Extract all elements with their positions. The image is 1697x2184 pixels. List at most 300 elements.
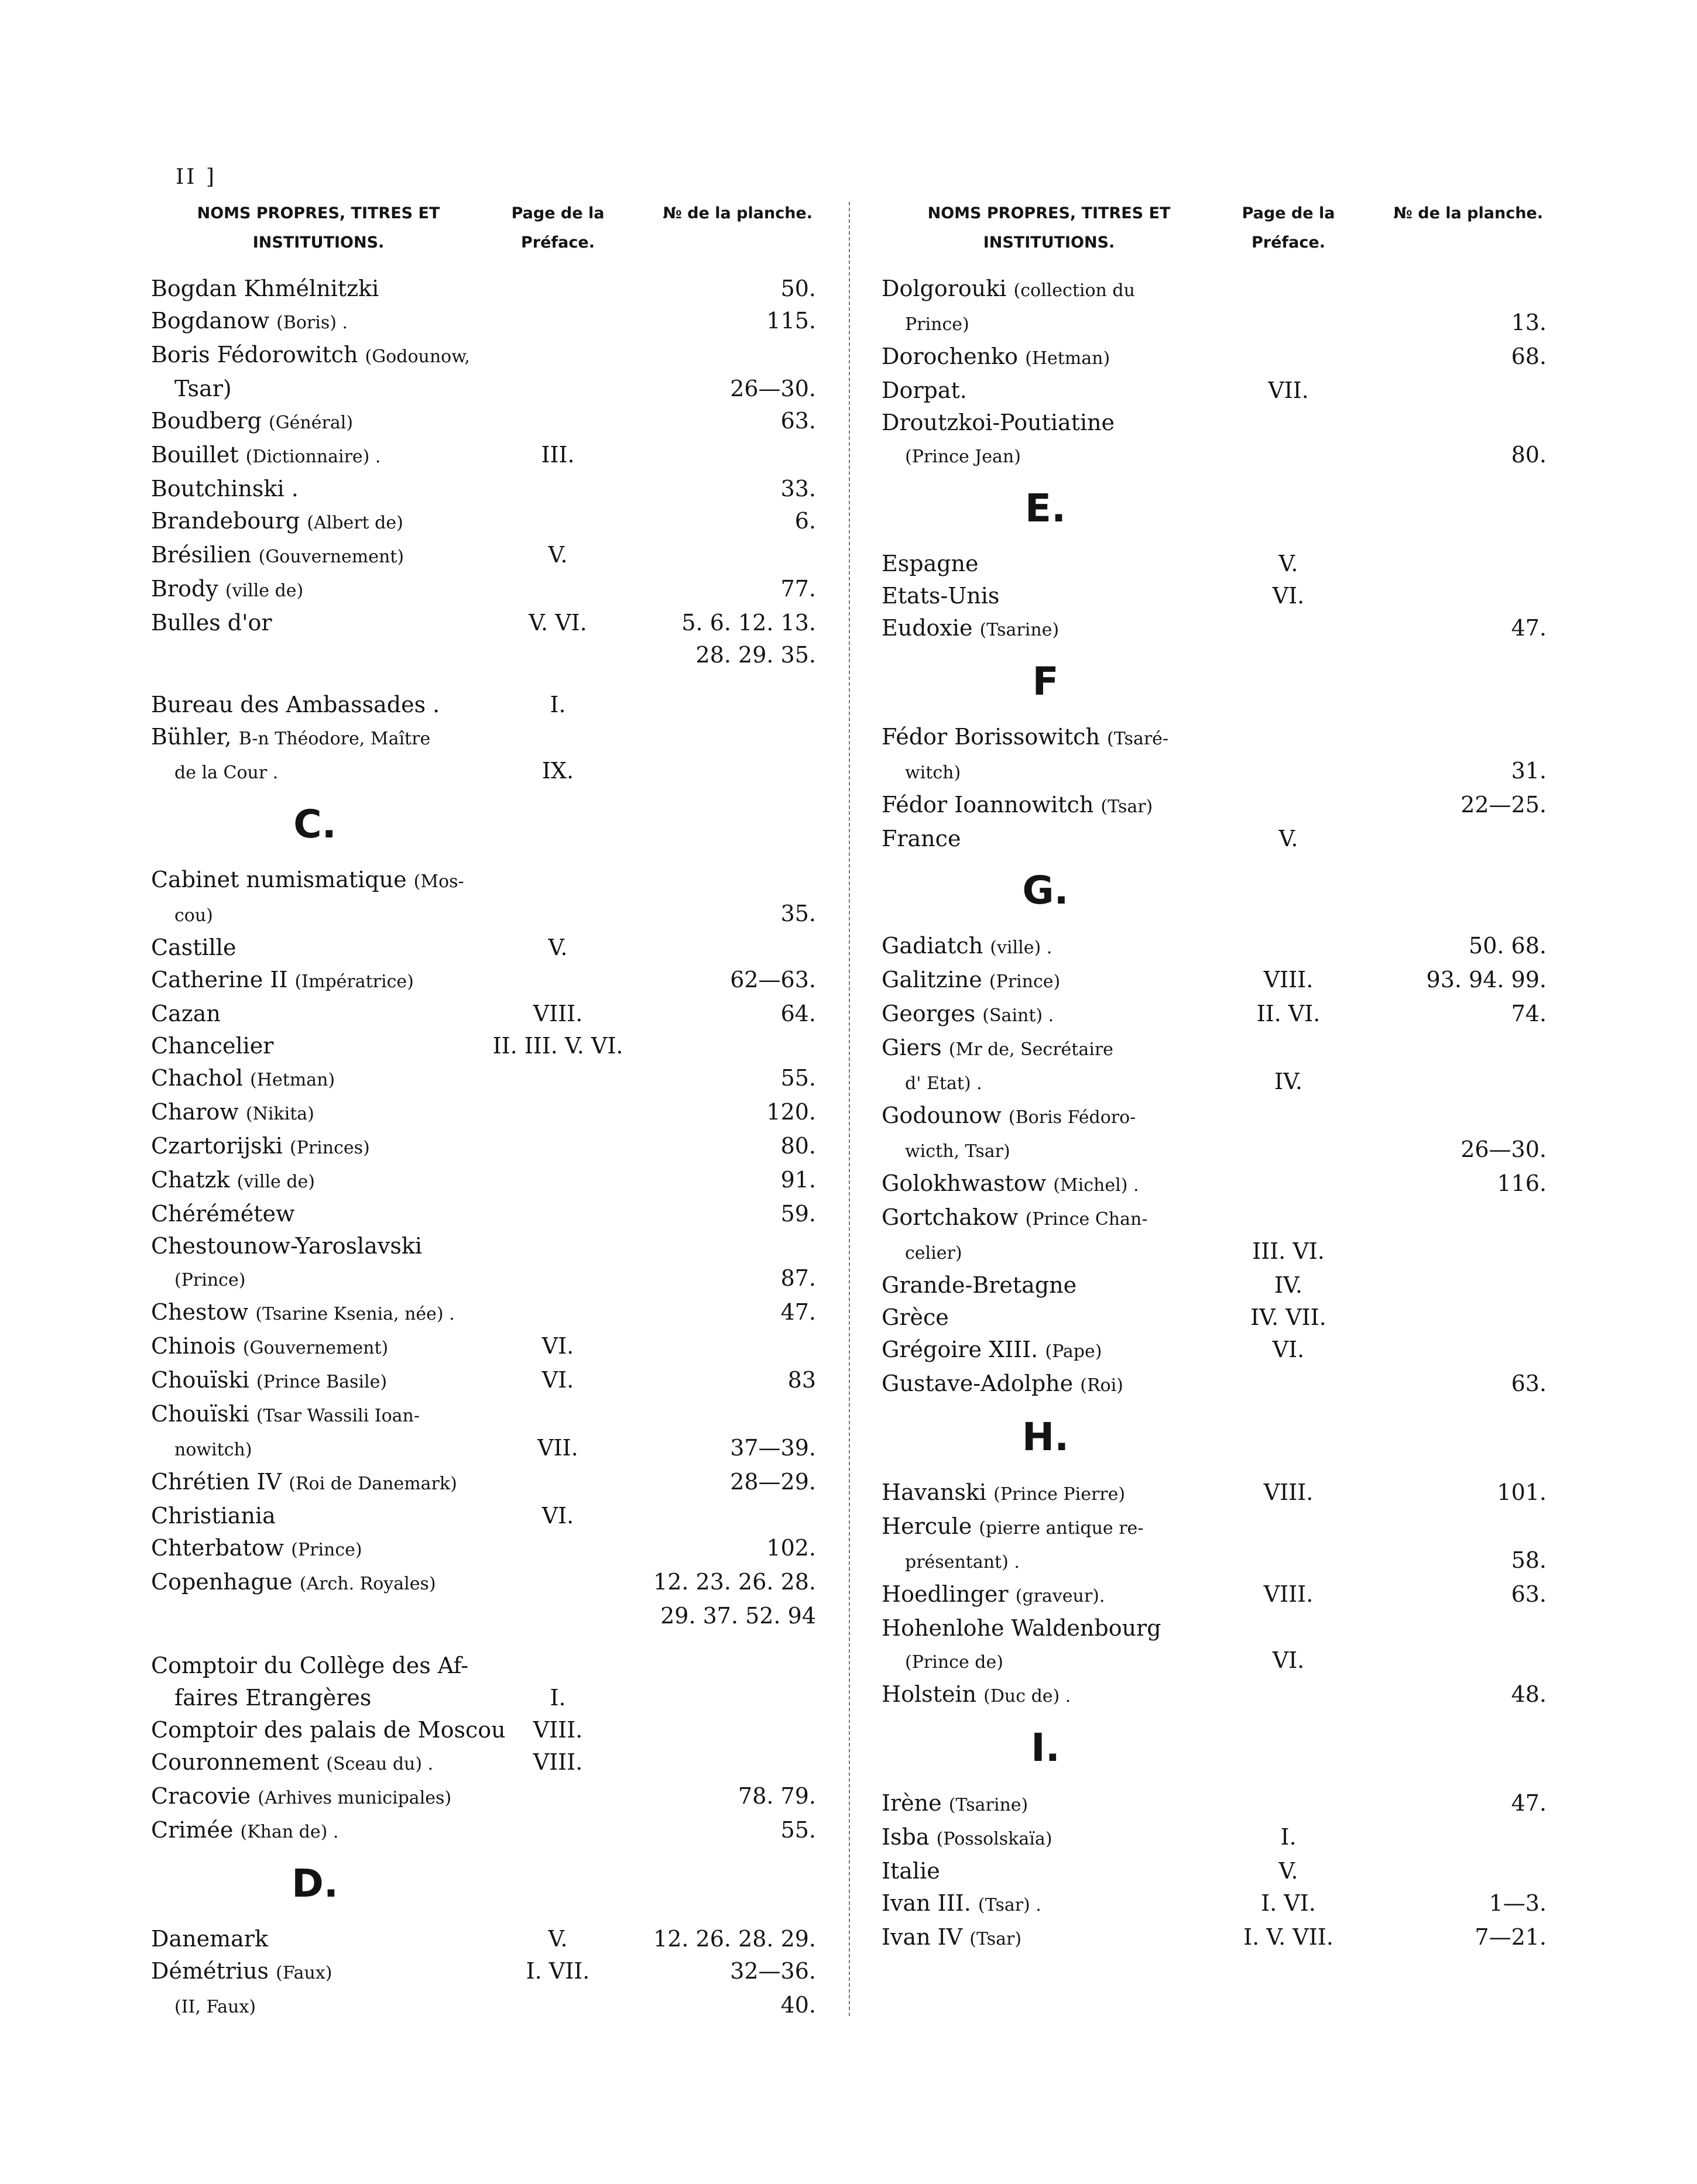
- entry-plate-number: 7—21.: [1475, 1924, 1547, 1950]
- entry-plate-number: 1—3.: [1489, 1890, 1547, 1916]
- entry-plate-number: 47.: [780, 1299, 816, 1325]
- entry-title: Chestow: [151, 1299, 249, 1325]
- entry-preface-page: VI.: [541, 1503, 574, 1529]
- entry-title: Chouïski: [151, 1367, 249, 1393]
- entry-plate-number: [637, 721, 818, 755]
- entry-name: [151, 721, 479, 755]
- entry-name: [882, 789, 1209, 823]
- entry-qualifier: (Pape): [1045, 1341, 1102, 1362]
- entry-name: [151, 1096, 479, 1130]
- entry-plate-number: [637, 1330, 818, 1364]
- entry-name: [151, 898, 479, 932]
- entry-qualifier: (Impératrice): [294, 971, 414, 992]
- entry-plate-number: [637, 932, 818, 964]
- entry-name: [151, 305, 479, 339]
- entry-qualifier: (Prince Pierre): [993, 1484, 1126, 1505]
- entry-preface-page: [479, 1989, 637, 2023]
- entry-title: Grégoire XIII.: [882, 1337, 1038, 1362]
- entry-qualifier: (Arhives municipales): [258, 1788, 452, 1808]
- entry-preface-page: [479, 1130, 637, 1164]
- index-entry: [882, 1201, 1549, 1235]
- entry-preface-page: V.: [548, 935, 568, 960]
- entry-name: [882, 1544, 1209, 1578]
- entry-qualifier: (Boris Fédoro-: [1008, 1107, 1136, 1128]
- index-entry: [882, 1887, 1549, 1921]
- entry-plate-number: [1367, 823, 1549, 855]
- entry-name: [151, 1600, 479, 1632]
- index-entry: [882, 1269, 1549, 1302]
- page-number: II ]: [176, 165, 217, 189]
- index-entry-continuation: [882, 1644, 1549, 1678]
- entry-preface-page: [1209, 1201, 1367, 1235]
- header-page: Page de la Préface.: [1242, 204, 1335, 252]
- entry-title: Démétrius: [151, 1958, 269, 1984]
- entry-qualifier: (Tsar): [969, 1929, 1022, 1949]
- entry-plate-number: 101.: [1497, 1479, 1547, 1505]
- entry-name: [151, 1650, 479, 1682]
- entry-plate-number: 115.: [766, 308, 816, 334]
- entry-name: [151, 339, 479, 373]
- entry-preface-page: [479, 339, 637, 373]
- right-column: [882, 199, 1549, 1955]
- entry-preface-page: [1209, 930, 1367, 964]
- index-entry: [882, 1612, 1549, 1644]
- entry-preface-page: I. VII.: [526, 1958, 590, 1984]
- entry-name: [882, 1476, 1209, 1510]
- entry-plate-number: 74.: [1511, 1001, 1547, 1026]
- section-letter: H.: [1021, 1414, 1069, 1460]
- entry-preface-page: [1209, 1678, 1367, 1712]
- entry-plate-number: 12. 23. 26. 28.: [653, 1569, 816, 1595]
- index-entry-continuation: [151, 639, 818, 671]
- entry-qualifier: (Dictionnaire) .: [245, 447, 381, 467]
- entry-name: [882, 580, 1209, 612]
- entry-qualifier: (Mr de, Secrétaire: [948, 1039, 1113, 1060]
- entry-qualifier: (Khan de) .: [240, 1822, 339, 1842]
- entry-plate-number: 37—39.: [730, 1435, 816, 1461]
- entry-qualifier: (Sceau du) .: [326, 1754, 434, 1774]
- entry-title: Italie: [882, 1858, 940, 1884]
- entry-qualifier: (Godounow,: [365, 346, 470, 367]
- index-entry: [882, 341, 1549, 375]
- entry-preface-page: [479, 1600, 637, 1632]
- entry-plate-number: 40.: [780, 1992, 816, 2018]
- entry-name: [151, 1432, 479, 1466]
- entry-preface-page: VI.: [1272, 1647, 1305, 1673]
- entry-name: [882, 1134, 1209, 1167]
- entry-qualifier: (ville de): [236, 1172, 316, 1192]
- entry-title: Bühler,: [151, 724, 232, 750]
- index-entry: [151, 1955, 818, 1989]
- index-entry: [151, 439, 818, 473]
- entry-title: Cracovie: [151, 1783, 251, 1809]
- entry-preface-page: [1209, 789, 1367, 823]
- entry-plate-number: [637, 689, 818, 721]
- index-entry: [151, 305, 818, 339]
- index-entry: [151, 1096, 818, 1130]
- entry-plate-number: 80.: [780, 1133, 816, 1159]
- index-entry: [882, 1368, 1549, 1402]
- entry-qualifier: (Tsarine): [948, 1795, 1029, 1815]
- entry-preface-page: [1209, 1510, 1367, 1544]
- entry-title: Charow: [151, 1099, 239, 1125]
- index-entry: [151, 607, 818, 639]
- entry-preface-page: [479, 721, 637, 755]
- entry-qualifier: (Michel) .: [1053, 1175, 1139, 1196]
- index-entry: [151, 864, 818, 898]
- entry-preface-page: I. V. VII.: [1243, 1924, 1333, 1950]
- entry-plate-number: 26—30.: [1461, 1136, 1547, 1162]
- header-names: NOMS PROPRES, TITRES ET INSTITUTIONS.: [927, 204, 1171, 252]
- entry-preface-page: III. VI.: [1252, 1238, 1325, 1264]
- entry-preface-page: [1209, 341, 1367, 375]
- index-entry: [151, 1062, 818, 1096]
- entry-plate-number: 31.: [1511, 758, 1547, 784]
- entry-plate-number: [1367, 1302, 1549, 1334]
- entry-plate-number: [1367, 273, 1549, 307]
- entry-qualifier: Prince): [905, 314, 969, 335]
- entry-preface-page: [479, 1296, 637, 1330]
- entry-preface-page: VIII.: [533, 1001, 583, 1026]
- entry-title: Cazan: [151, 1001, 221, 1026]
- entry-plate-number: 47.: [1511, 1790, 1547, 1816]
- entry-plate-number: [637, 1682, 818, 1714]
- entry-title: Hohenlohe Waldenbourg: [882, 1615, 1161, 1641]
- entry-preface-page: [1209, 407, 1367, 439]
- entry-name: [882, 439, 1209, 473]
- entry-name: [882, 1578, 1209, 1612]
- entry-plate-number: 33.: [780, 476, 816, 502]
- entry-name: [151, 1330, 479, 1364]
- entry-plate-number: [1367, 1644, 1549, 1678]
- entry-plate-number: 50.: [780, 276, 816, 301]
- entry-title: Bureau des Ambassades .: [151, 692, 440, 717]
- index-entry-continuation: [151, 1682, 818, 1714]
- index-entry: [151, 1746, 818, 1780]
- entry-plate-number: [1367, 407, 1549, 439]
- entry-plate-number: 26—30.: [730, 376, 816, 401]
- index-entry-continuation: [882, 439, 1549, 473]
- entry-preface-page: [479, 1096, 637, 1130]
- entry-preface-page: [479, 1466, 637, 1500]
- index-entry: [151, 1330, 818, 1364]
- entry-name: [151, 439, 479, 473]
- entry-name: [882, 1302, 1209, 1334]
- entry-plate-number: 59.: [780, 1201, 816, 1227]
- entry-qualifier: (Tsar): [1101, 796, 1153, 817]
- entry-title: Chachol: [151, 1065, 243, 1091]
- entry-title: Ivan IV: [882, 1924, 963, 1950]
- right-index-entries: [882, 273, 1549, 1955]
- entry-name: [882, 1787, 1209, 1821]
- entry-title: Boudberg: [151, 408, 262, 434]
- entry-name: [151, 1130, 479, 1164]
- column-divider: [849, 202, 850, 2016]
- entry-qualifier: (Général): [269, 413, 354, 433]
- entry-plate-number: 55.: [780, 1065, 816, 1091]
- entry-plate-number: [1367, 1032, 1549, 1066]
- entry-title: Christiania: [151, 1503, 276, 1529]
- entry-preface-page: V.: [1278, 826, 1298, 851]
- index-entry: [882, 1678, 1549, 1712]
- entry-qualifier: d' Etat) .: [905, 1073, 982, 1094]
- entry-name: [151, 1364, 479, 1398]
- entry-qualifier: (Hetman): [250, 1070, 335, 1090]
- entry-preface-page: [1209, 1032, 1367, 1066]
- entry-plate-number: [1367, 1100, 1549, 1134]
- entry-qualifier: (Mos-: [413, 871, 464, 892]
- entry-name: [151, 1500, 479, 1532]
- entry-name: [882, 1167, 1209, 1201]
- entry-plate-number: 77.: [780, 576, 816, 602]
- index-entry: [151, 273, 818, 305]
- entry-preface-page: VII.: [537, 1435, 578, 1461]
- entry-name: [151, 273, 479, 305]
- entry-title: Brody: [151, 576, 218, 602]
- index-entry: [151, 1198, 818, 1230]
- entry-name: [882, 930, 1209, 964]
- entry-qualifier: (Roi de Danemark): [289, 1474, 457, 1494]
- entry-name: [151, 1955, 479, 1989]
- entry-preface-page: I.: [1280, 1824, 1297, 1850]
- entry-plate-number: [1367, 1066, 1549, 1100]
- entry-plate-number: 83: [787, 1367, 816, 1393]
- entry-plate-number: 32—36.: [730, 1958, 816, 1984]
- entry-preface-page: VIII.: [533, 1749, 583, 1775]
- entry-name: [151, 1030, 479, 1062]
- entry-plate-number: 68.: [1511, 344, 1547, 369]
- header-plate: № de la planche.: [1393, 204, 1543, 222]
- index-entry: [882, 612, 1549, 646]
- entry-plate-number: [637, 864, 818, 898]
- entry-qualifier: (Gouvernement): [258, 547, 404, 567]
- entry-preface-page: V.: [548, 1926, 568, 1952]
- entry-preface-page: [479, 1814, 637, 1848]
- entry-name: [151, 932, 479, 964]
- entry-plate-number: 12. 26. 28. 29.: [653, 1926, 816, 1952]
- header-names: NOMS PROPRES, TITRES ET INSTITUTIONS.: [197, 204, 440, 252]
- entry-title: Chestounow-Yaroslavski: [151, 1233, 422, 1259]
- entry-name: [882, 1644, 1209, 1678]
- entry-qualifier: (ville de): [225, 581, 304, 601]
- index-entry: [882, 1921, 1549, 1955]
- index-entry: [882, 407, 1549, 439]
- entry-plate-number: 64.: [780, 1001, 816, 1026]
- entry-name: [882, 1235, 1209, 1269]
- index-entry: [151, 1398, 818, 1432]
- entry-preface-page: VIII.: [533, 1717, 583, 1743]
- index-entry-continuation: [151, 1989, 818, 2023]
- entry-name: [151, 1682, 479, 1714]
- section-letter: I.: [1031, 1725, 1060, 1770]
- entry-qualifier: (Prince): [291, 1540, 362, 1560]
- entry-preface-page: [479, 373, 637, 405]
- header-page: Page de la Préface.: [511, 204, 605, 252]
- entry-plate-number: 102.: [766, 1535, 816, 1561]
- entry-preface-page: [1209, 1134, 1367, 1167]
- entry-preface-page: [479, 273, 637, 305]
- entry-preface-page: VI.: [1272, 583, 1305, 609]
- entry-name: [882, 273, 1209, 307]
- entry-title: Castille: [151, 935, 236, 960]
- entry-title: Dolgorouki: [882, 276, 1007, 301]
- index-entry-continuation: [882, 1066, 1549, 1100]
- entry-preface-page: VII.: [1268, 377, 1309, 403]
- entry-name: [151, 689, 479, 721]
- entry-plate-number: [1367, 1855, 1549, 1887]
- entry-preface-page: V.: [1278, 551, 1298, 576]
- entry-preface-page: [1209, 1100, 1367, 1134]
- index-entry: [882, 1334, 1549, 1368]
- entry-preface-page: [1209, 1544, 1367, 1578]
- entry-title: Grande-Bretagne: [882, 1272, 1077, 1298]
- index-entry: [151, 473, 818, 505]
- entry-title: Dorochenko: [882, 344, 1019, 369]
- entry-name: [151, 755, 479, 789]
- entry-name: [882, 1334, 1209, 1368]
- entry-plate-number: 62—63.: [730, 967, 816, 993]
- entry-name: [151, 1746, 479, 1780]
- entry-name: [882, 998, 1209, 1032]
- index-entry-continuation: [151, 755, 818, 789]
- index-entry: [882, 998, 1549, 1032]
- entry-title: Irène: [882, 1790, 942, 1816]
- entry-name: [882, 1032, 1209, 1066]
- entry-name: [151, 1398, 479, 1432]
- entry-name: [882, 1100, 1209, 1134]
- entry-title: Chouïski: [151, 1401, 249, 1427]
- entry-title: Chinois: [151, 1333, 236, 1359]
- entry-plate-number: [1367, 375, 1549, 407]
- entry-name: [151, 473, 479, 505]
- entry-name: [151, 405, 479, 439]
- entry-qualifier: (collection du: [1013, 280, 1135, 301]
- entry-title: Czartorijski: [151, 1133, 283, 1159]
- entry-name: [882, 964, 1209, 998]
- entry-title: Crimée: [151, 1817, 234, 1843]
- index-entry: [151, 1164, 818, 1198]
- entry-qualifier: celier): [905, 1243, 962, 1263]
- entry-title: Tsar): [174, 376, 232, 401]
- index-entry: [882, 789, 1549, 823]
- entry-preface-page: V.: [548, 542, 568, 568]
- entry-title: Boutchinski .: [151, 476, 299, 502]
- entry-preface-page: IV. VII.: [1250, 1304, 1326, 1330]
- entry-preface-page: V.: [1278, 1858, 1298, 1884]
- entry-plate-number: 78. 79.: [738, 1783, 816, 1809]
- entry-name: [151, 1164, 479, 1198]
- entry-preface-page: II. VI.: [1256, 1001, 1321, 1026]
- entry-name: [882, 1887, 1209, 1921]
- entry-title: Chatzk: [151, 1167, 230, 1193]
- entry-title: Dorpat.: [882, 377, 967, 403]
- entry-title: France: [882, 826, 961, 851]
- left-index-entries: [151, 273, 818, 2023]
- entry-preface-page: [1209, 721, 1367, 755]
- entry-qualifier: (Prince): [989, 971, 1061, 992]
- entry-preface-page: VIII.: [1263, 1581, 1314, 1607]
- entry-plate-number: [637, 1500, 818, 1532]
- entry-title: Bulles d'or: [151, 610, 272, 636]
- header-plate: № de la planche.: [663, 204, 812, 222]
- entry-plate-number: 91.: [780, 1167, 816, 1193]
- entry-qualifier: witch): [905, 763, 961, 783]
- index-entry: [151, 1780, 818, 1814]
- entry-plate-number: [637, 755, 818, 789]
- entry-plate-number: [1367, 1821, 1549, 1855]
- entry-qualifier: (Hetman): [1025, 348, 1110, 369]
- entry-qualifier: (Tsarine): [979, 620, 1060, 640]
- entry-plate-number: [1367, 721, 1549, 755]
- index-entry: [882, 1855, 1549, 1887]
- entry-name: [151, 1466, 479, 1500]
- index-entry: [882, 273, 1549, 307]
- entry-qualifier: wicth, Tsar): [905, 1141, 1010, 1162]
- entry-preface-page: VI.: [1272, 1337, 1305, 1362]
- index-entry-continuation: [151, 1600, 818, 1632]
- entry-title: Brésilien: [151, 542, 252, 568]
- index-entry: [151, 1130, 818, 1164]
- entry-title: Gadiatch: [882, 933, 983, 959]
- entry-name: [882, 612, 1209, 646]
- entry-plate-number: 29. 37. 52. 94: [660, 1603, 816, 1629]
- index-entry: [882, 580, 1549, 612]
- entry-title: Golokhwastow: [882, 1170, 1047, 1196]
- entry-plate-number: 58.: [1511, 1547, 1547, 1573]
- entry-preface-page: [1209, 612, 1367, 646]
- index-entry: [151, 1532, 818, 1566]
- entry-plate-number: [637, 339, 818, 373]
- entry-name: [151, 1814, 479, 1848]
- entry-plate-number: [1367, 1269, 1549, 1302]
- entry-preface-page: I.: [550, 692, 566, 717]
- entry-plate-number: 55.: [780, 1817, 816, 1843]
- entry-preface-page: VIII.: [1263, 967, 1314, 993]
- entry-qualifier: (Tsar Wassili Ioan-: [256, 1406, 420, 1426]
- entry-title: Boris Fédorowitch: [151, 342, 358, 368]
- entry-qualifier: (pierre antique re-: [979, 1518, 1144, 1539]
- entry-plate-number: 22—25.: [1461, 792, 1547, 818]
- entry-name: [151, 864, 479, 898]
- entry-name: [882, 341, 1209, 375]
- entry-plate-number: [637, 1398, 818, 1432]
- entry-qualifier: (Arch. Royales): [299, 1574, 436, 1594]
- entry-plate-number: [1367, 548, 1549, 580]
- index-entry: [151, 405, 818, 439]
- index-entry: [151, 1714, 818, 1746]
- entry-name: [882, 1855, 1209, 1887]
- index-entry: [882, 721, 1549, 755]
- entry-name: [882, 548, 1209, 580]
- entry-plate-number: 28—29.: [730, 1469, 816, 1495]
- entry-title: Etats-Unis: [882, 583, 1000, 609]
- entry-preface-page: [479, 1650, 637, 1682]
- entry-plate-number: 13.: [1511, 310, 1547, 335]
- section-letter: G.: [1022, 868, 1069, 913]
- index-entry: [151, 539, 818, 573]
- entry-qualifier: (Princes): [289, 1138, 370, 1158]
- entry-preface-page: [479, 1164, 637, 1198]
- entry-qualifier: (Gouvernement): [242, 1338, 389, 1358]
- entry-preface-page: I. VI.: [1261, 1890, 1316, 1916]
- entry-qualifier: (II, Faux): [174, 1997, 256, 2017]
- index-entry: [882, 1032, 1549, 1066]
- entry-title: Chrétien IV: [151, 1469, 282, 1495]
- entry-plate-number: 48.: [1511, 1681, 1547, 1707]
- entry-preface-page: [1209, 1612, 1367, 1644]
- entry-preface-page: [479, 473, 637, 505]
- entry-qualifier: (Saint) .: [982, 1005, 1054, 1026]
